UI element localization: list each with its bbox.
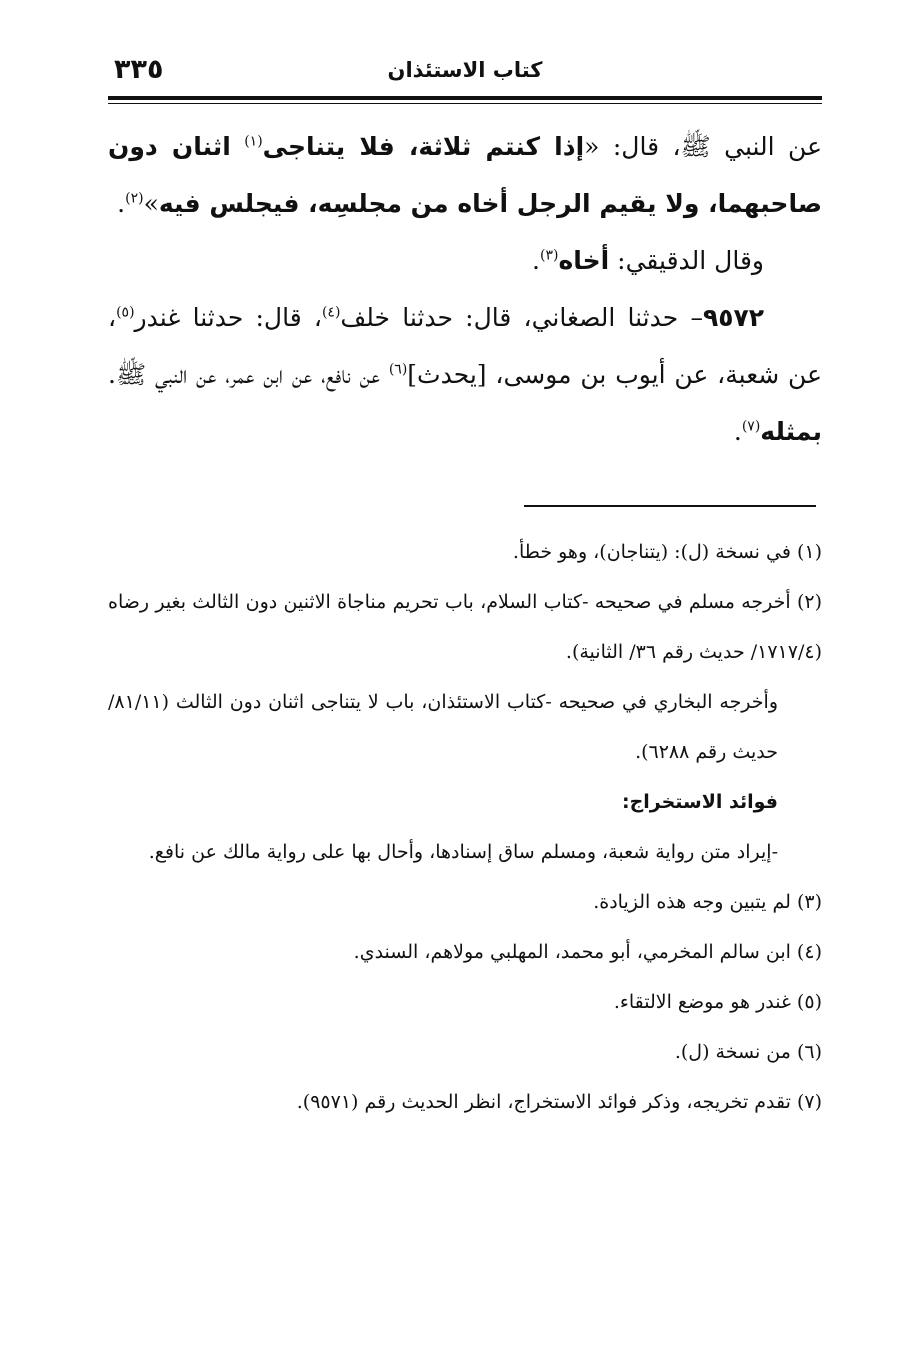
text-span: . (733, 417, 742, 446)
footnote-4: (٤) ابن سالم المخرمي، أبو محمد، المهلبي مولاهم، السندي. (353, 941, 822, 963)
footnote-ref: (١) (244, 133, 263, 150)
chapter-title: كتاب الاستئذان (387, 58, 543, 82)
text-span: . (117, 189, 126, 218)
isnad-paragraph (108, 289, 822, 460)
footnote-ref: (٥) (116, 304, 135, 321)
text-span: – حدثنا الصغاني، قال: حدثنا خلف (340, 303, 703, 332)
header-rule-thin (108, 103, 822, 104)
running-header (108, 52, 822, 96)
benefit-text: -إيراد متن رواية شعبة، ومسلم ساق إسنادها، وأحال بها على رواية مالك عن نافع. (148, 841, 778, 863)
footnote-2: (٢) أخرجه مسلم في صحيحه -كتاب السلام، باب تحريم مناجاة الاثنين دون الثالث بغير رضاه (١٧١٧/٤/ حديث رقم ٣٦/ الثانية). (108, 591, 822, 663)
bimithlih-word: بمثله (760, 417, 822, 446)
hadith-matn: إذا كنتم ثلاثة، فلا يتناجى (262, 132, 585, 161)
text-span: » (143, 189, 159, 218)
text-span: عن النبي ﷺ، قال: « (584, 132, 822, 161)
footnote-separator (524, 505, 816, 507)
footnote-7: (٧) تقدم تخريجه، وذكر فوائد الاستخراج، انظر الحديث رقم (٩٥٧١). (296, 1091, 822, 1113)
footnote-ref: (٦) (388, 361, 408, 378)
text-span: . (532, 246, 540, 275)
footnote-1: (١) في نسخة (ل): (يتناجان)، وهو خطأ. (512, 541, 822, 563)
text-span: ، عن شعبة، عن أيوب بن موسى، [يحدث] (108, 303, 822, 389)
footnote-2-continuation: وأخرجه البخاري في صحيحه -كتاب الاستئذان، باب لا يتناجى اثنان دون الثالث (٨١/١١/ حديث رقم ٦٢٨٨). (108, 691, 778, 763)
main-text (108, 118, 822, 460)
footnote-ref: (٤) (321, 304, 341, 321)
variant-word: أخاه (558, 246, 610, 275)
hadith-number: ٩٥٧٢ (702, 303, 764, 332)
footnote-ref: (٢) (125, 190, 144, 207)
hadith-matn: اثنان دون صاحبهما، ولا يقيم الرجل أخاه من مجلسِه، فيجلس فيه (108, 132, 822, 218)
hadith-paragraph (108, 118, 822, 232)
variant-note-paragraph (108, 232, 822, 289)
benefits-heading: فوائد الاستخراج: (621, 791, 778, 813)
footnote-ref: (٣) (540, 247, 559, 264)
footnote-ref: (٧) (741, 418, 761, 435)
footnote-3: (٣) لم يتبين وجه هذه الزيادة. (593, 891, 822, 913)
footnotes (108, 527, 822, 1127)
text-span: عن نافع، عن ابن عمر، عن النبي ﷺ. (108, 360, 389, 389)
text-span: ، قال: حدثنا غندر (134, 303, 322, 332)
page-number: ٣٣٥ (114, 54, 164, 85)
footnote-6: (٦) من نسخة (ل). (674, 1041, 822, 1063)
header-rule-thick (108, 96, 822, 100)
text-span: وقال الدقيقي: (609, 246, 764, 275)
footnote-5: (٥) غندر هو موضع الالتقاء. (613, 991, 822, 1013)
